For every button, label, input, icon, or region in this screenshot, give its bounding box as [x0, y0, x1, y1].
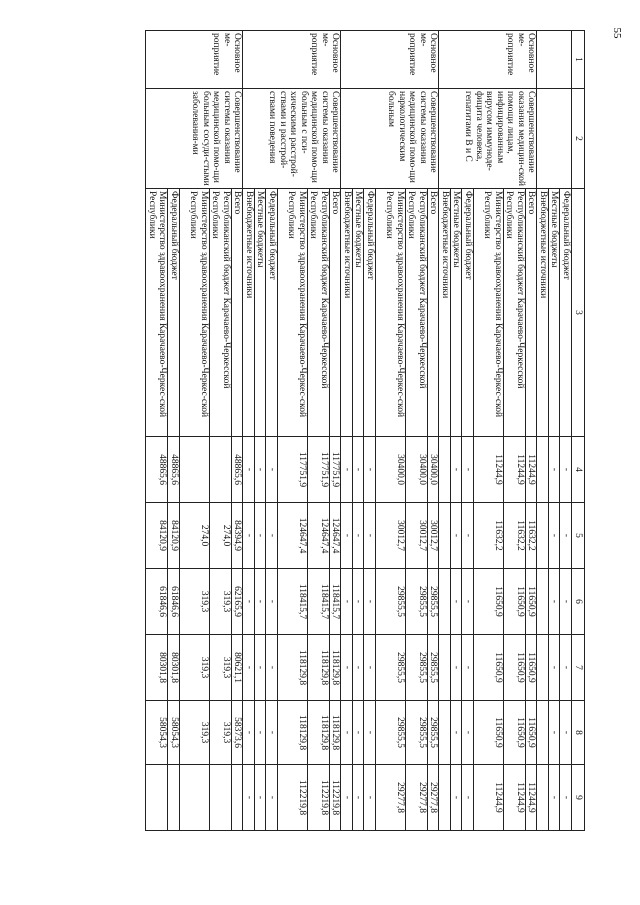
value-cell: 29855,5 [376, 569, 406, 635]
value-cell: 29855,5 [376, 635, 406, 701]
value-cell: 62165,9 [232, 569, 244, 635]
table-row [526, 31, 538, 831]
page-number: 55 [611, 27, 623, 39]
activity-name-cell: Совершенствование системы оказания медицинской помо-щи больным с пси-хическими расстрой-ствами и расстрой-ствами поведения [243, 89, 341, 189]
value-cell: 11650,9 [526, 701, 538, 765]
value-cell: 11650,9 [526, 635, 538, 701]
value-cell: - [353, 701, 365, 765]
value-cell: - [462, 437, 474, 503]
value-cell: - [364, 765, 376, 831]
budget-table [146, 30, 586, 831]
value-cell: - [243, 437, 255, 503]
value-cell: 30400,0 [428, 437, 440, 503]
value-cell: - [255, 635, 267, 701]
value-cell: 29855,5 [406, 701, 428, 765]
value-cell: 118415,7 [278, 569, 308, 635]
source-cell: Министерство здравоохранения Карачаево-Черкес-ской Республики [146, 189, 168, 437]
value-cell: 124647,4 [330, 503, 342, 569]
value-cell [180, 765, 210, 831]
header-cell: 9 [572, 765, 585, 831]
value-cell: - [353, 635, 365, 701]
value-cell: - [364, 569, 376, 635]
value-cell: - [341, 635, 353, 701]
value-cell: 124647,4 [278, 503, 308, 569]
value-cell [439, 701, 451, 765]
table-row [560, 31, 572, 831]
value-cell: - [364, 635, 376, 701]
value-cell: - [364, 701, 376, 765]
value-cell: 11650,9 [504, 569, 526, 635]
value-cell: - [266, 569, 278, 635]
value-cell [439, 503, 451, 569]
value-cell: - [266, 635, 278, 701]
value-cell: 319,3 [210, 635, 232, 701]
value-cell [146, 765, 168, 831]
value-cell: 30012,7 [428, 503, 440, 569]
value-cell: - [243, 569, 255, 635]
source-cell: Внебюджетные источники [537, 189, 549, 437]
value-cell: - [560, 503, 572, 569]
source-cell: Республиканский бюджет Карачаево-Черкесской Республики [406, 189, 428, 437]
value-cell: 11632,2 [504, 503, 526, 569]
source-cell: Всего [428, 189, 440, 437]
value-cell: 48865,6 [146, 437, 168, 503]
value-cell: 29855,5 [428, 635, 440, 701]
activity-type-cell: Основное ме-роприятие [243, 31, 341, 89]
value-cell: 11244,9 [504, 437, 526, 503]
value-cell: 118129,8 [330, 701, 342, 765]
value-cell: - [451, 701, 463, 765]
value-cell: 117751,9 [278, 437, 308, 503]
value-cell: 30400,0 [376, 437, 406, 503]
value-cell: 30012,7 [376, 503, 406, 569]
value-cell: - [341, 701, 353, 765]
value-cell: - [255, 503, 267, 569]
header-cell: 8 [572, 701, 585, 765]
source-cell: Федеральный бюджет [462, 189, 474, 437]
value-cell: 29855,5 [428, 569, 440, 635]
value-cell: - [353, 437, 365, 503]
source-cell: Местные бюджеты [353, 189, 365, 437]
value-cell: 319,3 [180, 635, 210, 701]
value-cell: - [266, 437, 278, 503]
value-cell: 11244,9 [504, 765, 526, 831]
value-cell: 58054,3 [168, 701, 180, 765]
value-cell: - [353, 765, 365, 831]
value-cell: 118415,7 [330, 569, 342, 635]
value-cell: 274,0 [180, 503, 210, 569]
value-cell: 118129,8 [278, 701, 308, 765]
value-cell [537, 569, 549, 635]
value-cell: - [255, 765, 267, 831]
source-cell: Министерство здравоохранения Карачаево-Черкес-ской Республики [376, 189, 406, 437]
value-cell: 11650,9 [504, 635, 526, 701]
value-cell: - [560, 635, 572, 701]
rotated-budget-table-page [90, 30, 585, 830]
source-cell: Республиканский бюджет Карачаево-Черкесской Республики [504, 189, 526, 437]
value-cell: - [341, 569, 353, 635]
header-cell: 5 [572, 503, 585, 569]
value-cell: 61846,6 [146, 569, 168, 635]
value-cell [537, 701, 549, 765]
value-cell [180, 437, 210, 503]
activity-name-cell: Совершенствование системы оказания медицинской помо-щи больным сосуди-стыми заболевания-ми [146, 89, 243, 189]
source-cell: Федеральный бюджет [266, 189, 278, 437]
value-cell: 11650,9 [504, 701, 526, 765]
value-cell: 319,3 [210, 569, 232, 635]
value-cell: - [549, 765, 561, 831]
source-cell: Федеральный бюджет [364, 189, 376, 437]
source-cell: Всего [526, 189, 538, 437]
value-cell: - [560, 765, 572, 831]
value-cell: - [560, 437, 572, 503]
value-cell: - [462, 701, 474, 765]
value-cell: 124647,4 [308, 503, 330, 569]
source-cell: Министерство здравоохранения Карачаево-Черкес-ской Республики [474, 189, 504, 437]
value-cell: 319,3 [180, 701, 210, 765]
value-cell: - [255, 437, 267, 503]
value-cell [537, 635, 549, 701]
header-cell: 4 [572, 437, 585, 503]
empty-cell [537, 31, 572, 89]
value-cell: 80621,1 [232, 635, 244, 701]
activity-type-cell: Основное ме-роприятие [146, 31, 243, 89]
value-cell: 29855,5 [406, 635, 428, 701]
value-cell: - [462, 635, 474, 701]
value-cell: 11650,9 [526, 569, 538, 635]
value-cell [168, 765, 180, 831]
value-cell: 112219,8 [278, 765, 308, 831]
source-cell: Республиканский бюджет Карачаево-Черкесской Республики [210, 189, 232, 437]
source-cell: Внебюджетные источники [439, 189, 451, 437]
source-cell: Местные бюджеты [549, 189, 561, 437]
value-cell: 11650,9 [474, 701, 504, 765]
value-cell: - [462, 569, 474, 635]
value-cell: - [451, 569, 463, 635]
header-cell: 7 [572, 635, 585, 701]
value-cell: 48865,6 [232, 437, 244, 503]
value-cell: 11244,9 [526, 765, 538, 831]
value-cell: 11244,9 [474, 437, 504, 503]
value-cell [439, 437, 451, 503]
value-cell: 118129,8 [330, 635, 342, 701]
empty-cell [537, 89, 572, 189]
value-cell: - [549, 437, 561, 503]
source-cell: Федеральный бюджет [168, 189, 180, 437]
value-cell: 319,3 [180, 569, 210, 635]
value-cell: 11632,2 [474, 503, 504, 569]
value-cell: 274,0 [210, 503, 232, 569]
value-cell: - [364, 503, 376, 569]
source-cell: Всего [330, 189, 342, 437]
value-cell [439, 765, 451, 831]
source-cell: Всего [232, 189, 244, 437]
source-cell: Министерство здравоохранения Карачаево-Черкес-ской Республики [278, 189, 308, 437]
activity-type-cell: Основное ме-роприятие [341, 31, 439, 89]
value-cell: 112219,8 [308, 765, 330, 831]
source-cell: Министерство здравоохранения Карачаево-Черкес-ской Республики [180, 189, 210, 437]
value-cell [439, 569, 451, 635]
value-cell: 61846,6 [168, 569, 180, 635]
value-cell: 118415,7 [308, 569, 330, 635]
value-cell [537, 503, 549, 569]
value-cell: 80301,8 [146, 635, 168, 701]
value-cell: 29277,8 [406, 765, 428, 831]
value-cell: - [243, 503, 255, 569]
source-cell: Федеральный бюджет [560, 189, 572, 437]
value-cell: - [266, 503, 278, 569]
value-cell: 84120,9 [168, 503, 180, 569]
value-cell: 30400,0 [406, 437, 428, 503]
value-cell: 118129,8 [278, 635, 308, 701]
value-cell: - [451, 765, 463, 831]
value-cell: - [243, 701, 255, 765]
header-cell: 2 [572, 89, 585, 189]
value-cell: 80301,8 [168, 635, 180, 701]
table-row [428, 31, 440, 831]
value-cell: - [451, 635, 463, 701]
activity-type-cell: Основное ме-роприятие [439, 31, 537, 89]
header-cell: 6 [572, 569, 585, 635]
value-cell [210, 765, 232, 831]
value-cell: 58373,6 [232, 701, 244, 765]
value-cell: - [549, 569, 561, 635]
value-cell: 11244,9 [526, 437, 538, 503]
value-cell: - [341, 437, 353, 503]
value-cell [439, 635, 451, 701]
value-cell: 29277,8 [376, 765, 406, 831]
value-cell: - [560, 701, 572, 765]
value-cell: 29855,5 [406, 569, 428, 635]
value-cell: 117751,9 [330, 437, 342, 503]
value-cell: 84394,9 [232, 503, 244, 569]
header-cell: 3 [572, 189, 585, 437]
value-cell: - [353, 569, 365, 635]
value-cell: - [266, 765, 278, 831]
table-header-row [572, 31, 585, 831]
source-cell: Местные бюджеты [451, 189, 463, 437]
table-row [330, 31, 342, 831]
value-cell: - [451, 503, 463, 569]
value-cell: - [341, 765, 353, 831]
value-cell [537, 437, 549, 503]
value-cell: - [549, 503, 561, 569]
value-cell: 11650,9 [474, 569, 504, 635]
value-cell: 30012,7 [406, 503, 428, 569]
value-cell: 29855,5 [376, 701, 406, 765]
value-cell: - [255, 569, 267, 635]
source-cell: Республиканский бюджет Карачаево-Черкесской Республики [308, 189, 330, 437]
value-cell: 48865,6 [168, 437, 180, 503]
source-cell: Внебюджетные источники [341, 189, 353, 437]
header-cell: 1 [572, 31, 585, 89]
value-cell: - [549, 635, 561, 701]
value-cell: - [341, 503, 353, 569]
value-cell: 11632,2 [526, 503, 538, 569]
value-cell [232, 765, 244, 831]
activity-name-cell: Совершенствование системы оказания медицинской помо-щи наркологическим больным [341, 89, 439, 189]
value-cell: 84120,9 [146, 503, 168, 569]
value-cell: - [560, 569, 572, 635]
value-cell: 58054,3 [146, 701, 168, 765]
value-cell: 11244,9 [474, 765, 504, 831]
value-cell: - [243, 635, 255, 701]
value-cell: 319,3 [210, 701, 232, 765]
value-cell: 118129,8 [308, 701, 330, 765]
value-cell: 29855,5 [428, 701, 440, 765]
value-cell: - [451, 437, 463, 503]
value-cell [537, 765, 549, 831]
value-cell [210, 437, 232, 503]
value-cell: - [266, 701, 278, 765]
source-cell: Местные бюджеты [255, 189, 267, 437]
value-cell: - [462, 503, 474, 569]
value-cell: 29277,8 [428, 765, 440, 831]
value-cell: - [353, 503, 365, 569]
value-cell: 118129,8 [308, 635, 330, 701]
value-cell: - [255, 701, 267, 765]
table-row [232, 31, 244, 831]
source-cell: Внебюджетные источники [243, 189, 255, 437]
value-cell: - [364, 437, 376, 503]
value-cell: 112219,8 [330, 765, 342, 831]
value-cell: 11650,9 [474, 635, 504, 701]
value-cell: - [549, 701, 561, 765]
value-cell: 117751,9 [308, 437, 330, 503]
value-cell: - [462, 765, 474, 831]
activity-name-cell: Совершенствование оказания медицин-ской помощи лицам, инфицированным вирусом иммуноде-фицита человека, гепатитами В и С [439, 89, 537, 189]
value-cell: - [243, 765, 255, 831]
